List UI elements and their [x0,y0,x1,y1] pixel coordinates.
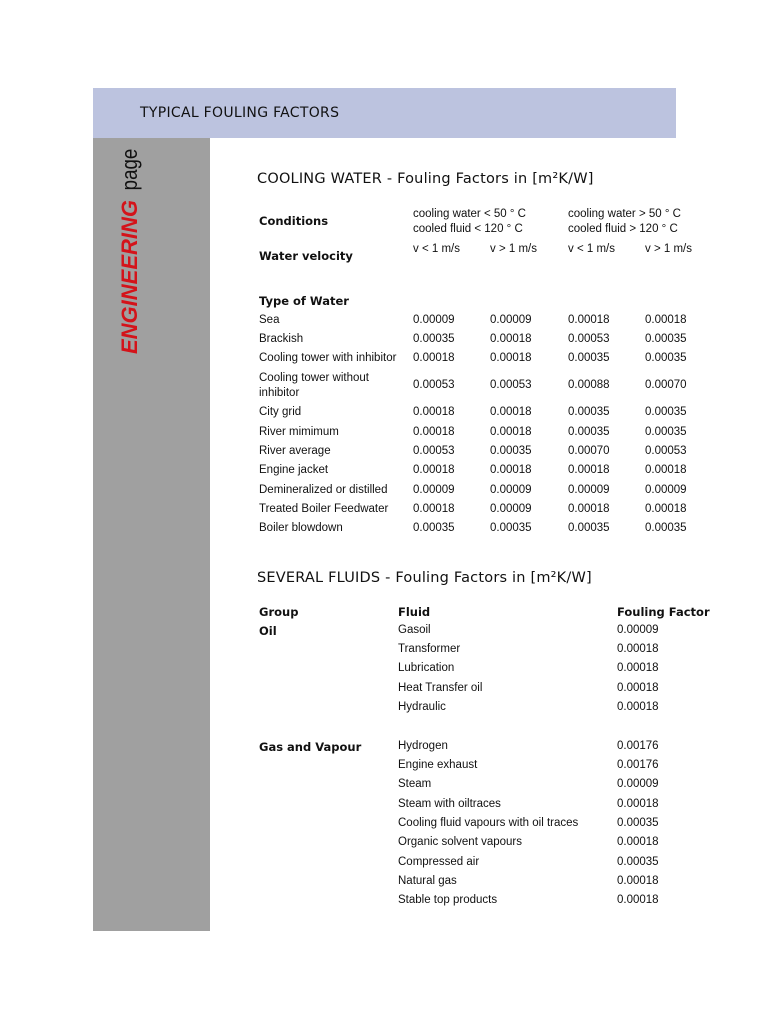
table-cell: 0.00053 [568,333,610,345]
table-row [0,483,768,502]
table-row [0,875,768,894]
group-name: Gas and Vapour [259,740,362,754]
brand-logo-part2: page [117,148,142,191]
table-cell: 0.00018 [645,503,687,515]
table-cell: 0.00070 [645,379,687,391]
cooling-water-title: COOLING WATER - Fouling Factors in [m²K/W] [257,171,594,187]
fluid-name: Heat Transfer oil [398,682,483,694]
conditions-label: Conditions [259,214,329,228]
fluid-name: Engine exhaust [398,759,478,771]
table-cell: 0.00035 [645,406,687,418]
table-cell: 0.00018 [490,426,532,438]
water-type: Cooling tower without [259,372,369,384]
table-row [0,463,768,482]
fouling-factor: 0.00018 [617,701,659,713]
table-cell: 0.00018 [490,406,532,418]
table-row [0,313,768,332]
velocity-col-3: v < 1 m/s [568,243,615,255]
table-row [0,444,768,463]
fluid-name: Steam [398,778,432,790]
condition-b-line2: cooled fluid > 120 ° C [568,223,678,235]
table-cell: 0.00035 [490,445,532,457]
table-cell: 0.00018 [490,333,532,345]
fluids-header-row [0,605,768,624]
water-type: Cooling tower with inhibitor [259,352,397,364]
fluid-name: Gasoil [398,624,431,636]
fouling-factor: 0.00009 [617,778,659,790]
table-cell: 0.00088 [568,379,610,391]
table-cell: 0.00018 [490,464,532,476]
condition-a-line2: cooled fluid < 120 ° C [413,223,523,235]
table-row [0,624,768,643]
table-row [0,701,768,720]
fluid-name: Steam with oiltraces [398,798,501,810]
table-cell: 0.00035 [645,333,687,345]
table-row [0,351,768,370]
table-row [0,332,768,351]
fouling-factor: 0.00018 [617,662,659,674]
water-velocity-label: Water velocity [259,249,353,263]
page-title: TYPICAL FOULING FACTORS [140,105,340,121]
type-of-water-label: Type of Water [259,294,349,308]
water-type: River mimimum [259,426,339,438]
table-row [0,817,768,836]
table-cell: 0.00018 [645,464,687,476]
table-row [0,798,768,817]
table-cell: 0.00018 [413,464,455,476]
table-cell: 0.00009 [490,503,532,515]
table-cell: 0.00009 [413,484,455,496]
table-row [0,405,768,424]
table-cell: 0.00053 [413,379,455,391]
brand-logo-part1: ENGINEERING [117,199,142,354]
table-cell: 0.00035 [568,426,610,438]
table-cell: 0.00009 [490,484,532,496]
table-cell: 0.00053 [490,379,532,391]
table-row [0,682,768,701]
fluid-name: Hydrogen [398,740,448,752]
table-cell: 0.00053 [645,445,687,457]
fluid-name: Compressed air [398,856,480,868]
water-type: Treated Boiler Feedwater [259,503,389,515]
fluid-name: Natural gas [398,875,457,887]
water-type: River average [259,445,331,457]
water-type: City grid [259,406,302,418]
velocity-col-4: v > 1 m/s [645,243,692,255]
water-type: Engine jacket [259,464,329,476]
fouling-factor: 0.00018 [617,894,659,906]
velocity-col-1: v < 1 m/s [413,243,460,255]
table-cell: 0.00018 [568,503,610,515]
table-cell: 0.00009 [568,484,610,496]
fouling-factor: 0.00018 [617,836,659,848]
table-cell: 0.00009 [490,314,532,326]
table-cell: 0.00018 [568,464,610,476]
fouling-factor: 0.00018 [617,682,659,694]
table-cell: 0.00018 [568,314,610,326]
table-cell: 0.00018 [413,503,455,515]
velocity-col-2: v > 1 m/s [490,243,537,255]
table-row [0,502,768,521]
table-cell: 0.00035 [568,406,610,418]
fluid-name: Transformer [398,643,461,655]
fouling-factor: 0.00018 [617,875,659,887]
table-cell: 0.00053 [413,445,455,457]
water-type: Brackish [259,333,304,345]
fluid-name: Cooling fluid vapours with oil traces [398,817,579,829]
table-cell: 0.00009 [413,314,455,326]
condition-a-line1: cooling water < 50 ° C [413,208,526,220]
table-row [0,643,768,662]
condition-b-line1: cooling water > 50 ° C [568,208,681,220]
table-cell: 0.00035 [490,522,532,534]
table-row [0,856,768,875]
group-name: Oil [259,624,277,638]
fouling-factor: 0.00176 [617,740,659,752]
table-row [0,371,768,405]
fouling-factor: 0.00035 [617,817,659,829]
table-cell: 0.00018 [413,352,455,364]
water-type-continued: inhibitor [259,387,300,399]
table-row [0,662,768,681]
table-cell: 0.00035 [413,522,455,534]
table-cell: 0.00018 [645,314,687,326]
water-type: Boiler blowdown [259,522,343,534]
table-row [0,759,768,778]
fluid-name: Hydraulic [398,701,446,713]
brand-logo [0,0,142,354]
table-row [0,894,768,913]
fouling-factor: 0.00035 [617,856,659,868]
several-fluids-title: SEVERAL FLUIDS - Fouling Factors in [m²K/W] [257,570,592,586]
table-cell: 0.00018 [490,352,532,364]
fouling-factor: 0.00176 [617,759,659,771]
table-cell: 0.00035 [568,522,610,534]
table-cell: 0.00009 [645,484,687,496]
water-type: Sea [259,314,280,326]
table-cell: 0.00035 [645,352,687,364]
fluid-name: Organic solvent vapours [398,836,523,848]
fouling-factor: 0.00018 [617,798,659,810]
table-row [0,425,768,444]
water-type: Demineralized or distilled [259,484,388,496]
table-cell: 0.00035 [645,426,687,438]
table-row [0,740,768,759]
fluid-name: Lubrication [398,662,455,674]
table-cell: 0.00035 [413,333,455,345]
table-cell: 0.00035 [645,522,687,534]
table-cell: 0.00018 [413,406,455,418]
table-row [0,521,768,540]
fouling-factor: 0.00018 [617,643,659,655]
fouling-factor: 0.00009 [617,624,659,636]
table-row [0,836,768,855]
table-cell: 0.00035 [568,352,610,364]
table-cell: 0.00018 [413,426,455,438]
fluid-name: Stable top products [398,894,498,906]
column-header-group: Group [259,605,299,619]
header-band [93,88,676,138]
table-cell: 0.00070 [568,445,610,457]
column-header-factor: Fouling Factor [617,605,710,619]
column-header-fluid: Fluid [398,605,431,619]
table-row [0,778,768,797]
